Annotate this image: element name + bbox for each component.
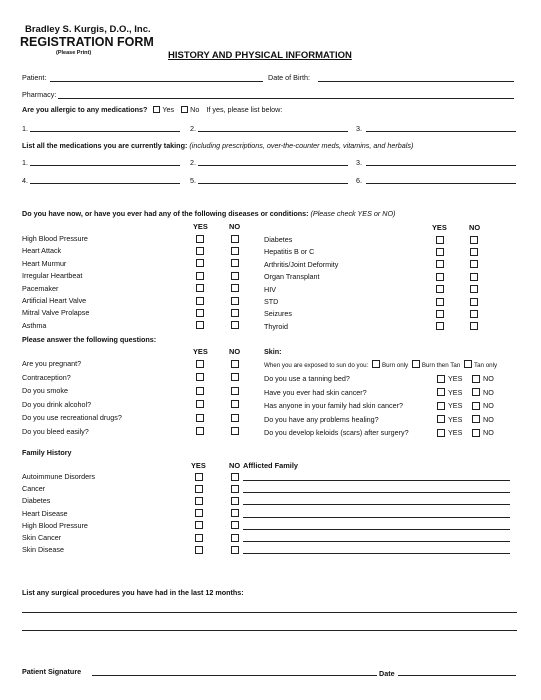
disease-label: Mitral Valve Prolapse: [22, 308, 90, 318]
disease-label: Seizures: [264, 309, 292, 319]
allergy-question: Are you allergic to any medications?: [22, 105, 148, 114]
sun-tan-only-checkbox[interactable]: [464, 360, 472, 368]
signature-field[interactable]: [92, 675, 377, 676]
questions-yes-header: YES: [193, 347, 208, 356]
family-afflicted-field[interactable]: [243, 541, 510, 542]
surgery-question: List any surgical procedures you have had in the last 12 months:: [22, 588, 244, 597]
family-header: Family History: [22, 448, 72, 457]
question-label: Do you smoke: [22, 386, 68, 395]
disease-yes-checkbox[interactable]: [436, 285, 444, 293]
family-afflicted-field[interactable]: [243, 529, 510, 530]
disease-no-checkbox[interactable]: [470, 322, 478, 330]
signature-label: Patient Signature: [22, 667, 82, 676]
family-no-checkbox[interactable]: [231, 546, 239, 554]
date-label: Date: [379, 669, 395, 678]
allergy-note: If yes, please list below:: [206, 105, 283, 114]
disease-label: Diabetes: [264, 235, 293, 244]
disease-no-checkbox[interactable]: [231, 284, 239, 292]
disease-label: Hepatitis B or C: [264, 247, 315, 257]
disease-no-checkbox[interactable]: [231, 235, 239, 243]
disease-no-checkbox[interactable]: [231, 272, 239, 280]
family-afflicted-field[interactable]: [243, 504, 510, 505]
family-no-checkbox[interactable]: [231, 521, 239, 529]
med-field-5[interactable]: [198, 183, 348, 184]
disease-yes-checkbox[interactable]: [436, 310, 444, 318]
disease-no-checkbox[interactable]: [231, 259, 239, 267]
med-field-2[interactable]: [198, 165, 348, 166]
allergy-row: [22, 105, 282, 114]
family-no-header: NO: [229, 461, 241, 470]
question-label: Contraception?: [22, 372, 71, 382]
disease-label: Heart Attack: [22, 246, 62, 256]
disease-label: Heart Murmur: [22, 258, 67, 268]
question-label: Do you drink alcohol?: [22, 399, 92, 409]
disease-label: High Blood Pressure: [22, 234, 88, 243]
family-no-checkbox[interactable]: [231, 473, 239, 481]
disease-yes-checkbox[interactable]: [196, 272, 204, 280]
skin-no-label: NO: [483, 414, 494, 424]
question-no-checkbox[interactable]: [231, 387, 239, 395]
disease-no-checkbox[interactable]: [470, 298, 478, 306]
diseases-left-no-header: NO: [229, 222, 241, 231]
allergy-yes-label: Yes: [162, 105, 175, 114]
form-title: REGISTRATION FORM: [20, 35, 154, 49]
disease-label: Thyroid: [264, 321, 288, 331]
sun-burn-tan-checkbox[interactable]: [412, 360, 420, 368]
skin-question-label: Do you develop keloids (scars) after surgery?: [264, 428, 409, 437]
disease-yes-checkbox[interactable]: [196, 297, 204, 305]
disease-label: STD: [264, 297, 279, 306]
allergy-field-2[interactable]: [198, 131, 348, 132]
sun-question: When you are exposed to sun do you:: [264, 362, 369, 369]
disease-yes-checkbox[interactable]: [436, 236, 444, 244]
dob-field[interactable]: [318, 81, 514, 82]
skin-no-checkbox[interactable]: [472, 375, 480, 383]
med-field-6[interactable]: [366, 183, 516, 184]
disease-yes-checkbox[interactable]: [436, 260, 444, 268]
family-yes-header: YES: [191, 461, 206, 470]
allergy-num-1: 1.: [22, 124, 28, 133]
disease-label: Arthritis/Joint Deformity: [264, 259, 339, 269]
diseases-row: [22, 209, 395, 218]
skin-no-checkbox[interactable]: [472, 429, 480, 437]
disease-no-checkbox[interactable]: [470, 260, 478, 268]
disease-yes-checkbox[interactable]: [436, 248, 444, 256]
disease-no-checkbox[interactable]: [231, 297, 239, 305]
skin-no-label: NO: [483, 401, 494, 410]
allergy-field-3[interactable]: [366, 131, 516, 132]
family-afflicted-field[interactable]: [243, 492, 510, 493]
disease-yes-checkbox[interactable]: [196, 309, 204, 317]
disease-label: Organ Transplant: [264, 272, 320, 282]
med-num-2: 2.: [190, 158, 196, 167]
skin-question-label: Has anyone in your family had skin cancer?: [264, 401, 404, 410]
allergy-no-checkbox[interactable]: [181, 106, 188, 113]
date-field[interactable]: [398, 675, 516, 676]
disease-label: Asthma: [22, 320, 47, 330]
med-num-4: 4.: [22, 176, 28, 185]
allergy-num-2: 2.: [190, 124, 196, 133]
family-yes-checkbox[interactable]: [195, 509, 203, 517]
sun-tan-only-label: Tan only: [474, 362, 498, 369]
question-yes-checkbox[interactable]: [196, 414, 204, 422]
disease-label: Artificial Heart Valve: [22, 296, 87, 305]
surgery-field-1[interactable]: [22, 612, 517, 613]
sun-burn-tan-label: Burn then Tan: [421, 362, 461, 369]
med-num-6: 6.: [356, 176, 362, 185]
diseases-right-no-header: NO: [469, 223, 481, 232]
disease-label: HIV: [264, 284, 276, 294]
disease-no-checkbox[interactable]: [470, 236, 478, 244]
skin-question-label: Have you ever had skin cancer?: [264, 387, 367, 397]
family-yes-checkbox[interactable]: [195, 546, 203, 554]
patient-name-field[interactable]: [50, 81, 263, 82]
disease-yes-checkbox[interactable]: [436, 298, 444, 306]
disease-label: Irregular Heartbeat: [22, 271, 83, 281]
medications-question: List all the medications you are currently taking:: [22, 141, 188, 150]
section-title: HISTORY AND PHYSICAL INFORMATION: [168, 50, 352, 61]
question-yes-checkbox[interactable]: [196, 400, 204, 408]
skin-yes-label: YES: [448, 401, 463, 410]
family-condition-label: Cancer: [22, 484, 46, 494]
disease-yes-checkbox[interactable]: [196, 247, 204, 255]
disease-no-checkbox[interactable]: [231, 247, 239, 255]
medications-row: [22, 141, 413, 150]
dob-label: Date of Birth:: [268, 73, 310, 82]
question-no-checkbox[interactable]: [231, 427, 239, 435]
pharmacy-label: Pharmacy:: [22, 90, 57, 99]
family-condition-label: Skin Cancer: [22, 533, 62, 542]
disease-yes-checkbox[interactable]: [196, 259, 204, 267]
med-field-4[interactable]: [30, 183, 180, 184]
skin-yes-label: YES: [448, 374, 463, 383]
disease-yes-checkbox[interactable]: [196, 235, 204, 243]
question-no-checkbox[interactable]: [231, 414, 239, 422]
diseases-question: Do you have now, or have you ever had any of the following diseases or conditions:: [22, 209, 309, 218]
family-yes-checkbox[interactable]: [195, 497, 203, 505]
diseases-note: (Please check YES or NO): [310, 209, 396, 218]
pharmacy-field[interactable]: [58, 98, 514, 99]
sun-burn-only-label: Burn only: [381, 362, 409, 369]
disease-no-checkbox[interactable]: [470, 310, 478, 318]
skin-no-checkbox[interactable]: [472, 415, 480, 423]
diseases-right-yes-header: YES: [432, 223, 447, 232]
family-afflicted-field[interactable]: [243, 480, 510, 481]
question-label: Do you use recreational drugs?: [22, 413, 122, 422]
family-no-checkbox[interactable]: [231, 497, 239, 505]
family-afflicted-field[interactable]: [243, 553, 510, 554]
practice-name: Bradley S. Kurgis, D.O., Inc.: [25, 24, 151, 35]
skin-yes-label: YES: [448, 414, 463, 424]
disease-no-checkbox[interactable]: [470, 248, 478, 256]
family-condition-label: Autoimmune Disorders: [22, 472, 96, 481]
question-no-checkbox[interactable]: [231, 373, 239, 381]
allergy-num-3: 3.: [356, 124, 362, 133]
family-no-checkbox[interactable]: [231, 534, 239, 542]
med-num-3: 3.: [356, 158, 362, 167]
family-condition-label: Heart Disease: [22, 508, 68, 518]
family-condition-label: Diabetes: [22, 496, 51, 506]
questions-no-header: NO: [229, 347, 241, 356]
patient-label: Patient:: [22, 73, 47, 82]
sun-burn-only-checkbox[interactable]: [372, 360, 380, 368]
skin-no-label: NO: [483, 428, 494, 437]
skin-yes-checkbox[interactable]: [437, 388, 445, 396]
skin-yes-checkbox[interactable]: [437, 375, 445, 383]
allergy-yes-checkbox[interactable]: [153, 106, 160, 113]
skin-yes-checkbox[interactable]: [437, 429, 445, 437]
skin-no-checkbox[interactable]: [472, 402, 480, 410]
question-no-checkbox[interactable]: [231, 400, 239, 408]
sun-row: [264, 360, 497, 369]
family-condition-label: High Blood Pressure: [22, 520, 88, 530]
family-yes-checkbox[interactable]: [195, 473, 203, 481]
allergy-no-label: No: [190, 105, 200, 114]
family-yes-checkbox[interactable]: [195, 485, 203, 493]
question-yes-checkbox[interactable]: [196, 360, 204, 368]
allergy-field-1[interactable]: [30, 131, 180, 132]
family-no-checkbox[interactable]: [231, 509, 239, 517]
skin-question-label: Do you have any problems healing?: [264, 414, 379, 424]
family-afflicted-header: Afflicted Family: [243, 461, 299, 470]
question-label: Are you pregnant?: [22, 359, 82, 368]
question-no-checkbox[interactable]: [231, 360, 239, 368]
question-yes-checkbox[interactable]: [196, 373, 204, 381]
skin-question-label: Do you use a tanning bed?: [264, 374, 350, 383]
disease-yes-checkbox[interactable]: [196, 321, 204, 329]
skin-no-label: NO: [483, 374, 494, 383]
med-field-1[interactable]: [30, 165, 180, 166]
family-no-checkbox[interactable]: [231, 485, 239, 493]
print-note: (Please Print): [56, 50, 92, 56]
skin-yes-label: YES: [448, 387, 463, 397]
disease-no-checkbox[interactable]: [470, 273, 478, 281]
skin-header: Skin:: [264, 347, 282, 356]
question-yes-checkbox[interactable]: [196, 427, 204, 435]
skin-no-checkbox[interactable]: [472, 388, 480, 396]
disease-label: Pacemaker: [22, 283, 59, 293]
family-yes-checkbox[interactable]: [195, 534, 203, 542]
family-afflicted-field[interactable]: [243, 517, 510, 518]
surgery-field-2[interactable]: [22, 630, 517, 631]
med-field-3[interactable]: [366, 165, 516, 166]
family-condition-label: Skin Disease: [22, 545, 64, 555]
diseases-left-yes-header: YES: [193, 222, 208, 231]
disease-yes-checkbox[interactable]: [196, 284, 204, 292]
skin-yes-checkbox[interactable]: [437, 402, 445, 410]
question-label: Do you bleed easily?: [22, 426, 89, 436]
disease-no-checkbox[interactable]: [231, 309, 239, 317]
skin-yes-label: YES: [448, 428, 463, 437]
skin-no-label: NO: [483, 387, 494, 397]
questions-header: Please answer the following questions:: [22, 335, 157, 344]
question-yes-checkbox[interactable]: [196, 387, 204, 395]
family-yes-checkbox[interactable]: [195, 521, 203, 529]
med-num-5: 5.: [190, 176, 196, 185]
skin-yes-checkbox[interactable]: [437, 415, 445, 423]
med-num-1: 1.: [22, 158, 28, 167]
disease-no-checkbox[interactable]: [231, 321, 239, 329]
disease-yes-checkbox[interactable]: [436, 322, 444, 330]
disease-yes-checkbox[interactable]: [436, 273, 444, 281]
disease-no-checkbox[interactable]: [470, 285, 478, 293]
medications-note: (including prescriptions, over-the-counter meds, vitamins, and herbals): [189, 141, 414, 150]
